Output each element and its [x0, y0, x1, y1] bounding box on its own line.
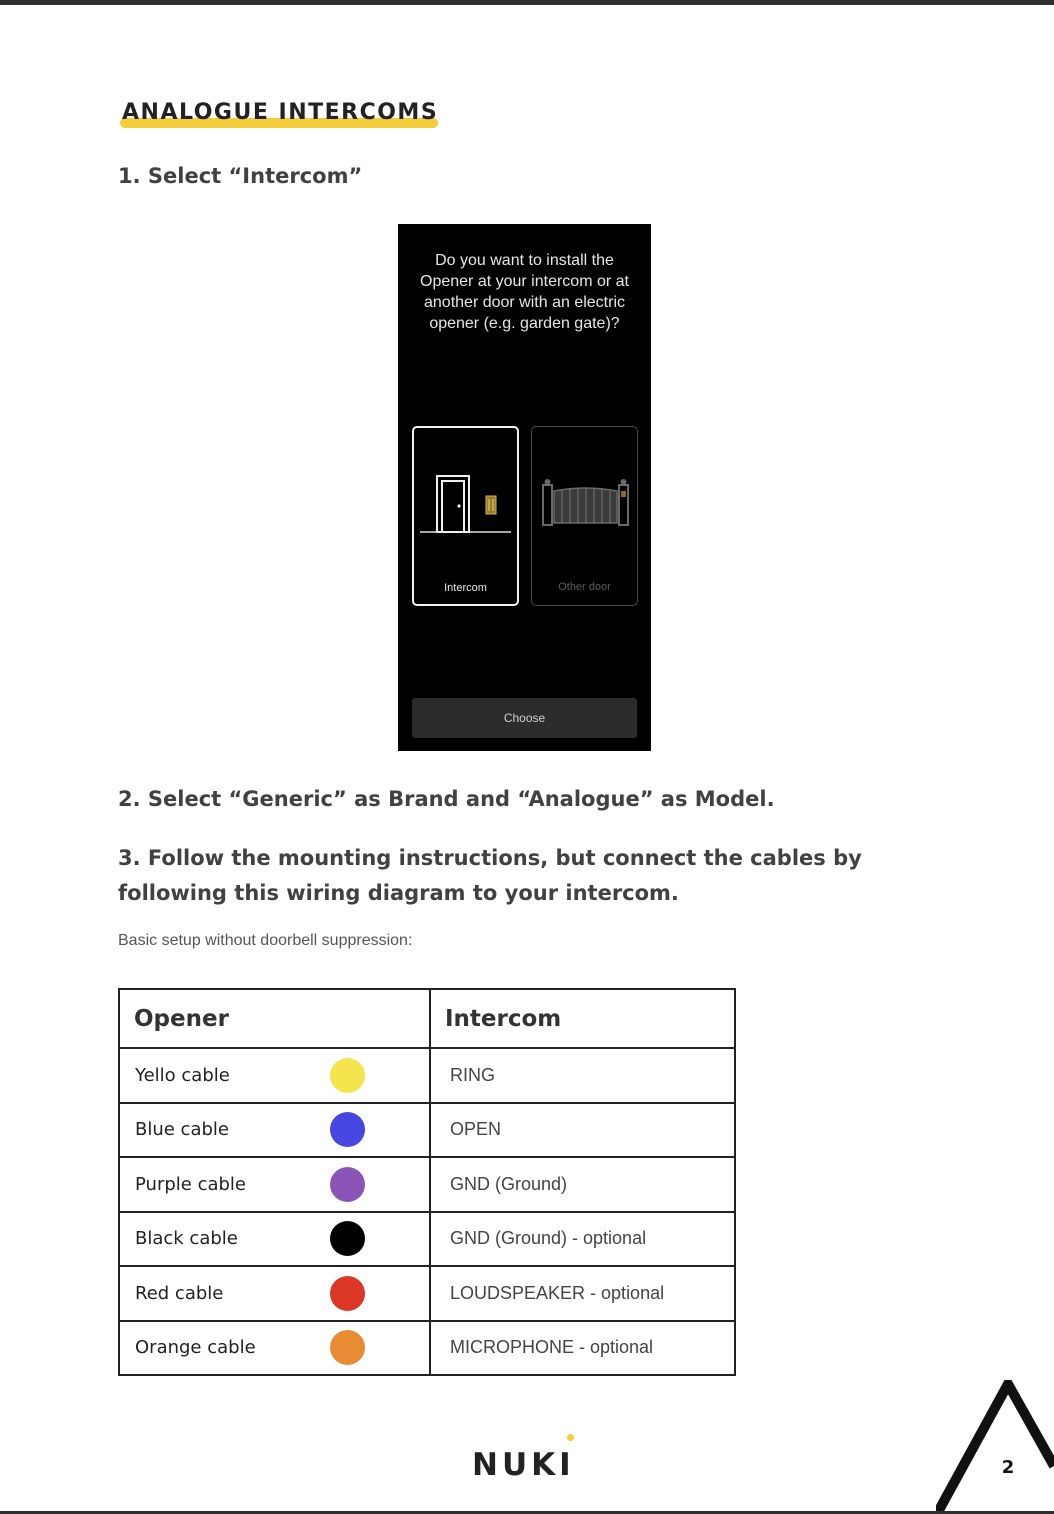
top-rule	[0, 0, 1054, 5]
terminal-cell: GND (Ground)	[430, 1157, 735, 1212]
terminal-cell: OPEN	[430, 1103, 735, 1158]
wiring-table	[118, 988, 736, 1376]
page-number: 2	[1001, 1457, 1015, 1478]
header-intercom: Intercom	[430, 989, 735, 1048]
table-row	[119, 1048, 735, 1103]
terminal-cell: MICROPHONE - optional	[430, 1321, 735, 1376]
nuki-logo: NUKI	[472, 1447, 575, 1483]
table-row	[119, 1266, 735, 1321]
cable-color-dot	[330, 1167, 365, 1202]
setup-question	[398, 250, 651, 334]
intercom-door-icon	[414, 428, 517, 604]
logo-accent-dot	[567, 1434, 574, 1441]
option-intercom-card[interactable]	[412, 426, 519, 606]
question-line: another door with an electric	[424, 294, 625, 311]
step-3-line-1: 3. Follow the mounting instructions, but connect the cables by	[118, 846, 862, 870]
table-row	[119, 1103, 735, 1158]
cable-name: Purple cable	[135, 1173, 246, 1195]
table-row	[119, 1321, 735, 1376]
cable-color-dot	[330, 1058, 365, 1093]
cable-cell	[119, 1157, 430, 1212]
cable-color-dot	[330, 1221, 365, 1256]
cable-color-dot	[330, 1276, 365, 1311]
terminal-cell: RING	[430, 1048, 735, 1103]
cable-name: Orange cable	[135, 1337, 256, 1359]
cable-cell	[119, 1266, 430, 1321]
question-line: Opener at your intercom or at	[420, 273, 629, 290]
section-title: ANALOGUE INTERCOMS	[122, 100, 439, 125]
question-line: opener (e.g. garden gate)?	[429, 315, 620, 332]
cable-cell	[119, 1048, 430, 1103]
app-screenshot	[398, 224, 651, 751]
option-other-door-card[interactable]	[531, 426, 638, 606]
cable-cell	[119, 1103, 430, 1158]
table-row	[119, 1157, 735, 1212]
cable-color-dot	[330, 1330, 365, 1365]
terminal-cell: LOUDSPEAKER - optional	[430, 1266, 735, 1321]
header-opener: Opener	[119, 989, 430, 1048]
cable-cell	[119, 1212, 430, 1267]
question-line: Do you want to install the	[435, 252, 614, 269]
step-1: 1. Select “Intercom”	[118, 164, 363, 188]
step-2: 2. Select “Generic” as Brand and “Analogue” as Model.	[118, 787, 775, 811]
choose-button[interactable]: Choose	[412, 698, 637, 738]
setup-note: Basic setup without doorbell suppression:	[118, 932, 413, 949]
terminal-cell: GND (Ground) - optional	[430, 1212, 735, 1267]
table-row	[119, 1212, 735, 1267]
cable-color-dot	[330, 1112, 365, 1147]
table-header-row	[119, 989, 735, 1048]
cable-name: Blue cable	[135, 1119, 229, 1141]
cable-name: Red cable	[135, 1282, 224, 1304]
option-other-door-label: Other door	[558, 581, 611, 593]
cable-name: Yello cable	[135, 1064, 230, 1086]
option-intercom-label: Intercom	[444, 582, 487, 594]
gate-icon	[532, 427, 637, 605]
page-corner-triangle-icon	[936, 1380, 1054, 1514]
step-3-line-2: following this wiring diagram to your intercom.	[118, 881, 679, 905]
cable-cell	[119, 1321, 430, 1376]
cable-name: Black cable	[135, 1228, 238, 1250]
